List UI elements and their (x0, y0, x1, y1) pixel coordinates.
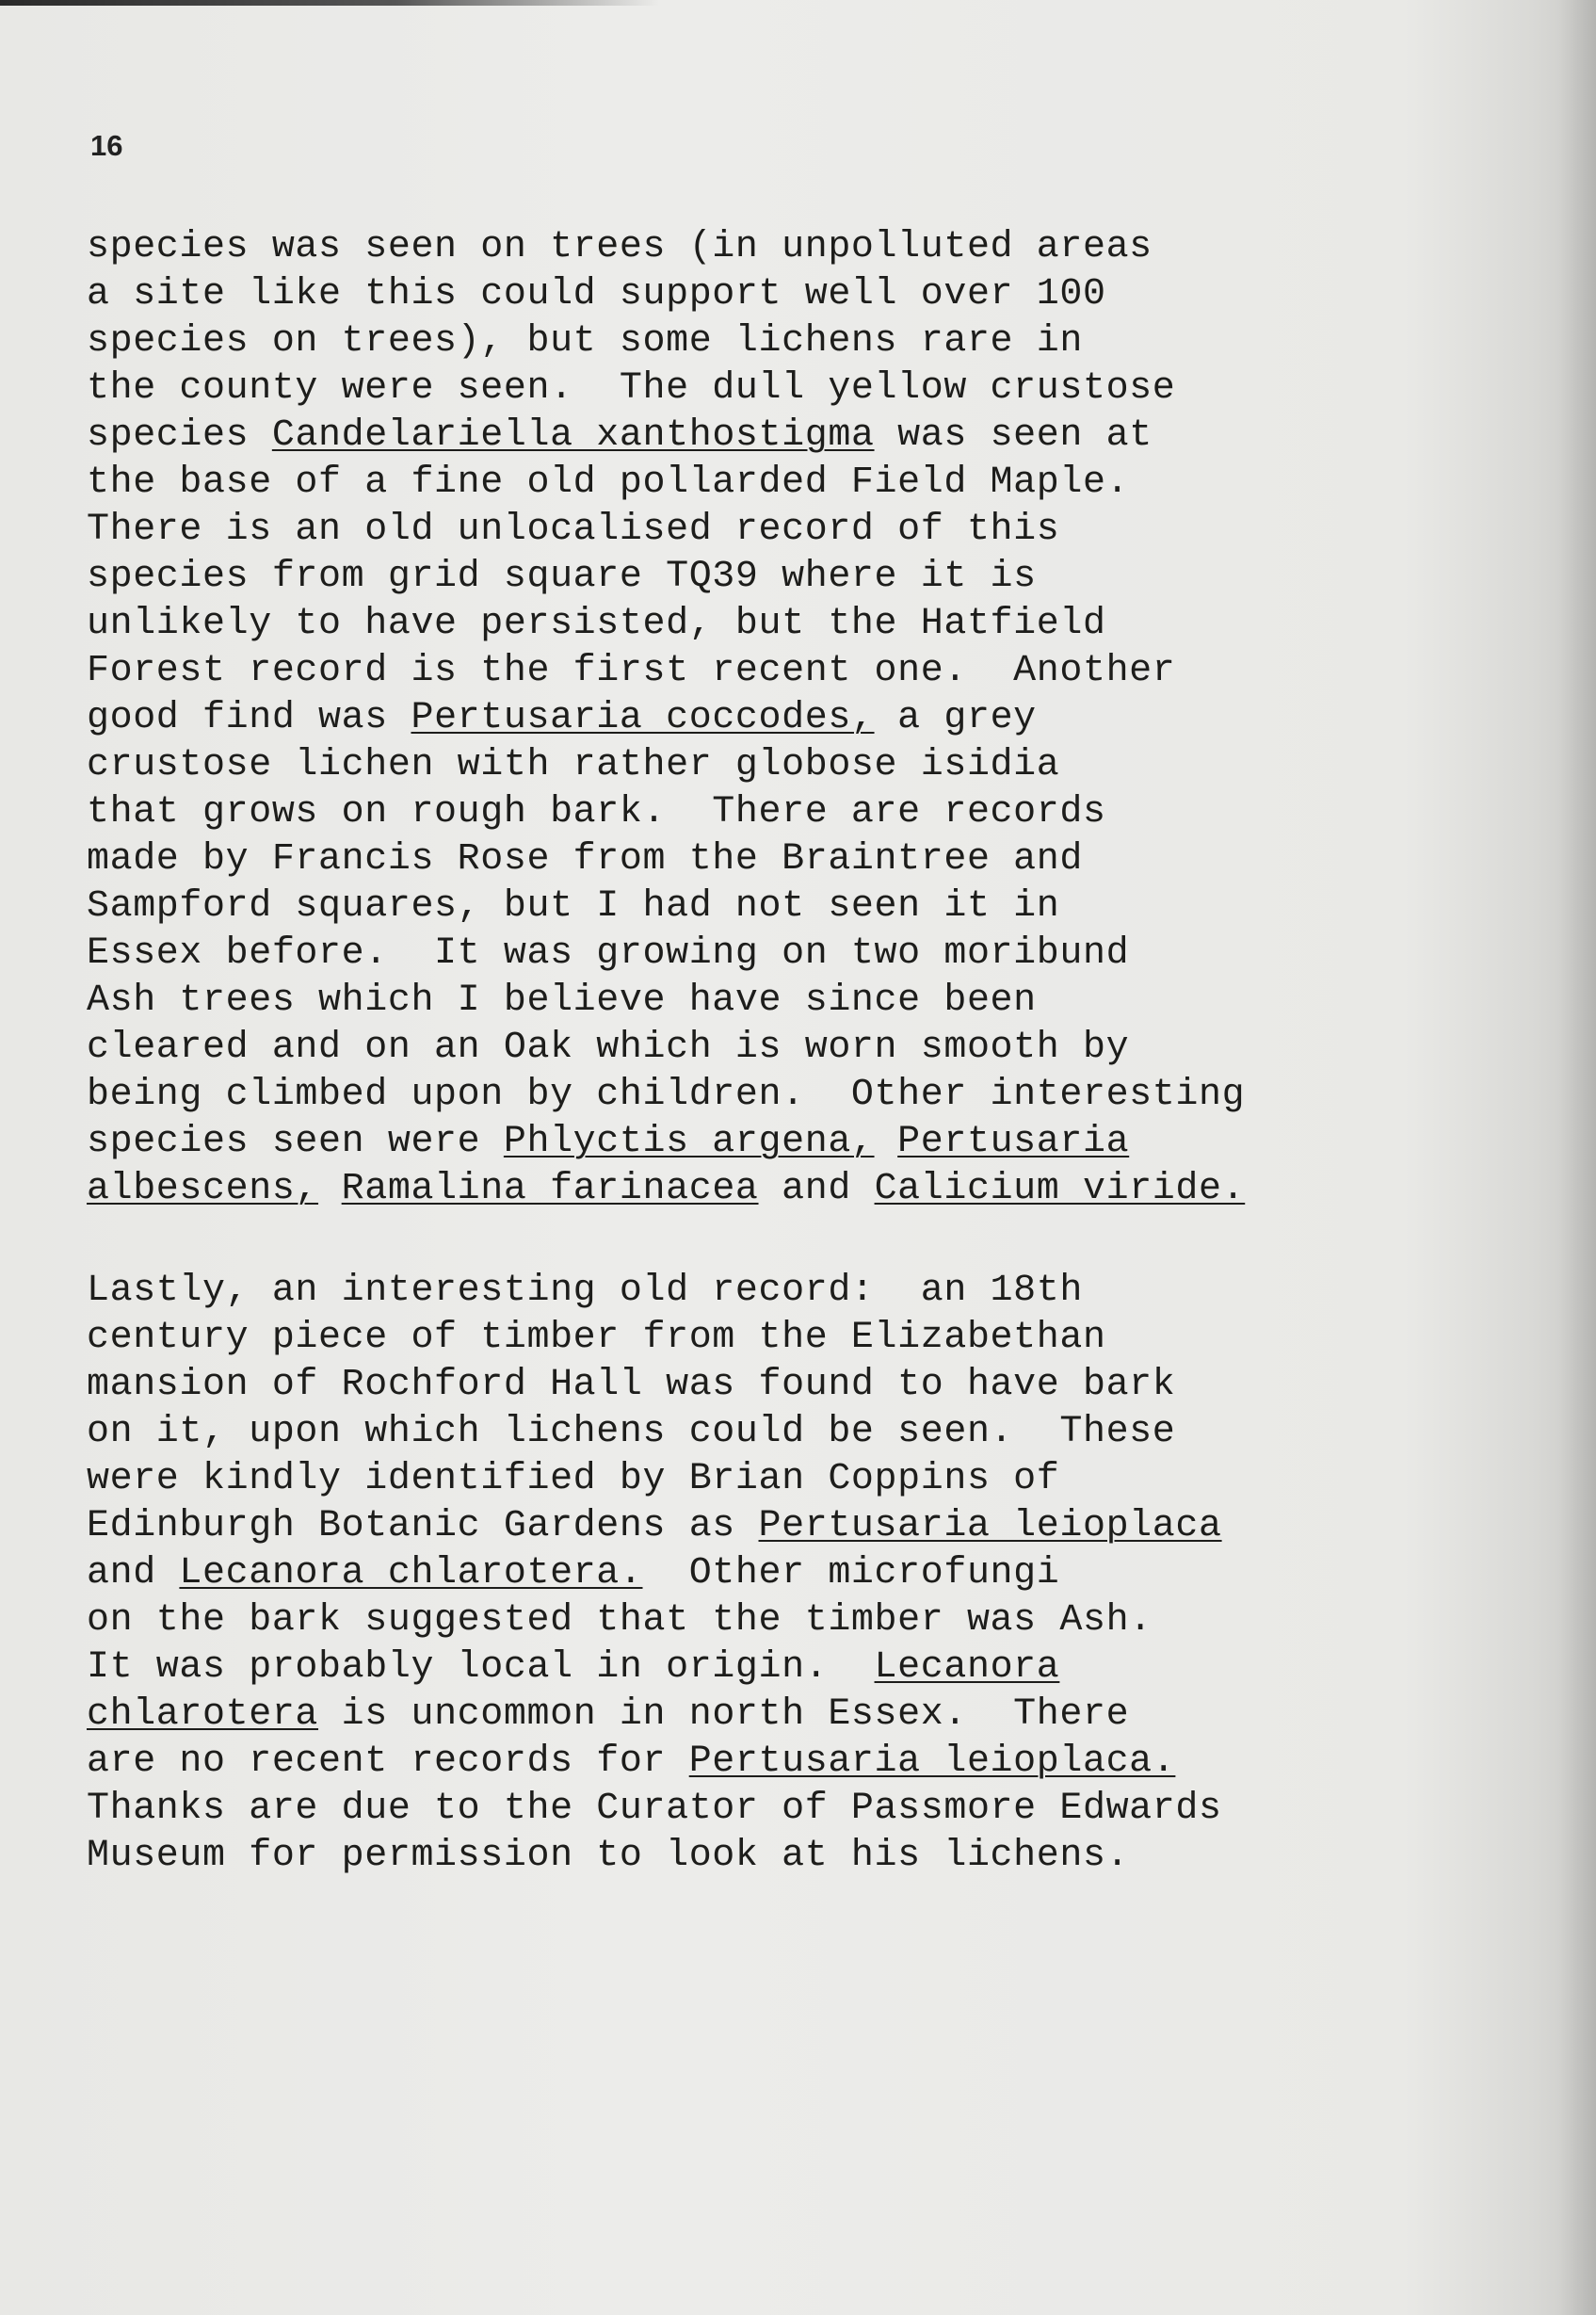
text-run: being climbed upon by children. Other interesting (87, 1074, 1246, 1116)
text-run (318, 1168, 342, 1210)
text-run: It was probably local in origin. (87, 1646, 875, 1689)
species-name: Ramalina farinacea (341, 1168, 759, 1210)
text-line (87, 271, 1537, 318)
species-name: Pertusaria (897, 1121, 1130, 1163)
text-line (87, 507, 1537, 554)
text-line (87, 742, 1537, 789)
text-run: unlikely to have persisted, but the Hatfield (87, 603, 1106, 645)
text-line (87, 1456, 1537, 1503)
text-line (87, 1550, 1537, 1597)
species-name: albescens, (87, 1168, 319, 1210)
text-run: the county were seen. The dull yellow crustose (87, 367, 1176, 410)
text-line (87, 1692, 1537, 1739)
species-name: chlarotera (87, 1693, 319, 1736)
text-run: and (758, 1168, 875, 1210)
text-line (87, 695, 1537, 742)
text-run: Lastly, an interesting old record: an 18th (87, 1270, 1083, 1312)
text-line (87, 1739, 1537, 1786)
text-line (87, 1503, 1537, 1550)
text-run: There is an old unlocalised record of this (87, 509, 1060, 551)
page-right-shadow (1558, 0, 1596, 2315)
text-run: crustose lichen with rather globose isidia (87, 744, 1060, 786)
text-run: are no recent records for (87, 1740, 689, 1783)
text-line (87, 648, 1537, 695)
text-run (875, 1121, 898, 1163)
species-name: Calicium viride. (874, 1168, 1246, 1210)
text-run: Other microfungi (642, 1552, 1060, 1595)
text-line (87, 1072, 1537, 1119)
text-run: cleared and on an Oak which is worn smooth by (87, 1027, 1130, 1069)
text-run: on the bark suggested that the timber was Ash. (87, 1599, 1153, 1642)
text-run: species was seen on trees (in unpolluted areas (87, 226, 1153, 268)
text-run: mansion of Rochford Hall was found to have bark (87, 1364, 1176, 1406)
text-line (87, 1166, 1537, 1213)
text-run: Museum for permission to look at his lichens. (87, 1835, 1130, 1877)
text-run: was seen at (874, 414, 1153, 457)
text-line (87, 883, 1537, 931)
text-line (87, 413, 1537, 460)
species-name: Lecanora (874, 1646, 1060, 1689)
text-line (87, 1644, 1537, 1692)
paragraph-lichen-survey (87, 224, 1537, 1213)
text-line (87, 789, 1537, 836)
species-name: Lecanora chlarotera. (179, 1552, 643, 1595)
text-line (87, 318, 1537, 365)
text-run: were kindly identified by Brian Coppins of (87, 1458, 1060, 1500)
text-line (87, 601, 1537, 648)
text-run: species from grid square TQ39 where it is (87, 556, 1037, 598)
species-name: Phlyctis argena, (503, 1121, 875, 1163)
text-run: century piece of timber from the Elizabethan (87, 1317, 1106, 1359)
text-run: Thanks are due to the Curator of Passmore Edwards (87, 1788, 1222, 1830)
text-line (87, 1025, 1537, 1072)
text-run: the base of a fine old pollarded Field Maple. (87, 461, 1130, 504)
text-line (87, 1786, 1537, 1833)
text-line (87, 554, 1537, 601)
paragraph-old-record (87, 1268, 1537, 1880)
page-top-edge (0, 0, 659, 6)
text-line (87, 460, 1537, 507)
text-line (87, 1597, 1537, 1644)
text-line (87, 224, 1537, 271)
text-run: good find was (87, 697, 411, 739)
text-run: a site like this could support well over 100 (87, 273, 1106, 316)
page-number: 16 (90, 129, 123, 162)
text-run: on it, upon which lichens could be seen. These (87, 1411, 1176, 1453)
text-line (87, 931, 1537, 978)
text-line (87, 1268, 1537, 1315)
species-name: Pertusaria leioplaca. (688, 1740, 1176, 1783)
species-name: Pertusaria leioplaca (758, 1505, 1222, 1547)
text-run: Edinburgh Botanic Gardens as (87, 1505, 759, 1547)
text-run: Essex before. It was growing on two moribund (87, 932, 1130, 975)
text-line (87, 978, 1537, 1025)
text-run: a grey (874, 697, 1037, 739)
text-run: Sampford squares, but I had not seen it in (87, 885, 1060, 928)
species-name: Pertusaria coccodes, (411, 697, 875, 739)
text-line (87, 1409, 1537, 1456)
text-line (87, 1119, 1537, 1166)
text-line (87, 1833, 1537, 1880)
text-run: is uncommon in north Essex. There (318, 1693, 1130, 1736)
text-run: species on trees), but some lichens rare in (87, 320, 1083, 363)
text-run: Forest record is the first recent one. Another (87, 650, 1176, 692)
text-line (87, 1362, 1537, 1409)
text-line (87, 1315, 1537, 1362)
text-line (87, 365, 1537, 413)
text-run: and (87, 1552, 180, 1595)
text-run: that grows on rough bark. There are records (87, 791, 1106, 834)
text-line (87, 836, 1537, 883)
text-run: species (87, 414, 272, 457)
text-run: species seen were (87, 1121, 504, 1163)
species-name: Candelariella xanthostigma (271, 414, 875, 457)
text-run: Ash trees which I believe have since been (87, 979, 1037, 1022)
text-run: made by Francis Rose from the Braintree and (87, 838, 1083, 881)
